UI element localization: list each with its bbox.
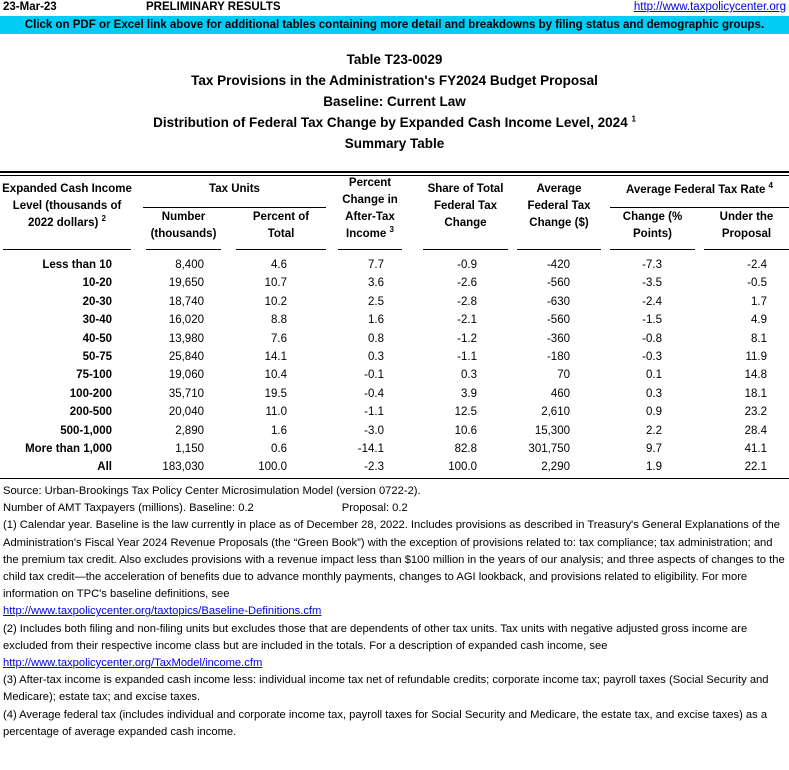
cell-income-level: 30-40: [82, 314, 112, 327]
cell-pct-total: 4.6: [271, 259, 287, 271]
underline: [517, 249, 601, 250]
cell-avg-change: -420: [546, 259, 570, 271]
col-group-avg-rate-text: Average Federal Tax Rate: [626, 184, 766, 196]
col-rate-change: [610, 209, 695, 243]
col-avg-l2: Federal Tax: [527, 200, 591, 212]
cell-rate-under: 28.4: [744, 424, 767, 437]
amt-note: [3, 500, 787, 517]
cell-avg-change: -180: [546, 350, 570, 363]
cell-income-level: 200-500: [69, 406, 112, 419]
distribution-title-text: Distribution of Federal Tax Change by Expanded Cash Income Level, 2024: [153, 115, 628, 130]
table-row: [0, 406, 789, 424]
col-share-l1: Share of Total: [427, 183, 504, 195]
cell-pct-change: 0.3: [368, 350, 384, 363]
cell-income-level: Less than 10: [42, 259, 112, 271]
cell-rate-change: 9.7: [646, 442, 662, 455]
cell-avg-change: 15,300: [534, 424, 570, 437]
table-row: [0, 333, 789, 351]
underline: [143, 207, 326, 208]
cell-avg-change: 2,610: [541, 406, 570, 419]
col-rate-under-l2: Proposal: [721, 228, 772, 240]
cell-pct-change: 3.6: [368, 277, 384, 290]
cell-share: -2.6: [457, 277, 477, 290]
report-date: 23-Mar-23: [3, 1, 57, 13]
amt-baseline: Number of AMT Taxpayers (millions). Baseline: 0.2: [3, 502, 254, 515]
col-group-avg-rate: [610, 182, 789, 199]
cell-share: -0.9: [457, 259, 477, 271]
footnote-ref: 3: [389, 225, 394, 235]
col-avg-l3: Change ($): [529, 217, 589, 229]
distribution-title: [0, 112, 789, 133]
cell-share: 10.6: [454, 424, 477, 437]
cell-income-level: 10-20: [82, 277, 112, 290]
cell-pct-change: 7.7: [368, 259, 384, 271]
cell-income-level: 75-100: [76, 369, 112, 382]
table-row: [0, 314, 789, 332]
cell-share: -2.8: [457, 295, 477, 308]
col-share-total: [423, 181, 508, 232]
col-percent-total: [236, 209, 326, 243]
cell-rate-change: -3.5: [642, 277, 662, 290]
status-label: PRELIMINARY RESULTS: [146, 1, 281, 13]
cell-rate-change: -1.5: [642, 314, 662, 327]
cell-avg-change: 2,290: [541, 461, 570, 474]
table-row: [0, 259, 789, 277]
cell-pct-change: -0.1: [364, 369, 384, 382]
cell-avg-change: -360: [546, 332, 570, 345]
cell-pct-total: 8.8: [271, 314, 287, 327]
col-number-l2: (thousands): [150, 228, 217, 240]
cell-share: -1.2: [457, 332, 477, 345]
col-rate-change-l2: Points): [633, 228, 672, 240]
cell-avg-change: 70: [557, 369, 570, 382]
cell-rate-change: -2.4: [642, 295, 662, 308]
cell-pct-change: -0.4: [364, 387, 384, 400]
cell-rate-under: 41.1: [744, 442, 767, 455]
col-pct-change-l1: Percent: [348, 177, 392, 189]
cell-rate-under: 8.1: [751, 332, 767, 345]
underline: [610, 207, 789, 208]
table-row: [0, 443, 789, 461]
cell-income-level: 500-1,000: [60, 424, 112, 437]
cell-number: 35,710: [168, 387, 204, 400]
cell-number: 25,840: [168, 350, 204, 363]
col-group-tax-units: Tax Units: [209, 183, 260, 195]
cell-rate-change: -0.8: [642, 332, 662, 345]
cell-rate-under: 23.2: [744, 406, 767, 419]
cell-number: 13,980: [168, 332, 204, 345]
col-pct-change-l2: Change in: [342, 194, 398, 206]
cell-income-level: 40-50: [82, 332, 112, 345]
baseline-definitions-link[interactable]: http://www.taxpolicycenter.org/taxtopics/Baseline-Definitions.cfm: [3, 605, 322, 618]
footnote-2: (2) Includes both filing and non-filing units but excludes those that are dependents of other tax units. Tax units with negative adjusted gross income are excluded from their respective income class but are included in the totals. For a description of expanded cash income, see: [3, 622, 748, 652]
cell-rate-under: 1.7: [751, 295, 767, 308]
cell-avg-change: 460: [550, 387, 570, 400]
cell-rate-under: 22.1: [744, 461, 767, 474]
col-avg-l1: Average: [536, 183, 582, 195]
summary-title: Summary Table: [344, 136, 445, 151]
cell-number: 19,650: [168, 277, 204, 290]
cell-share: 100.0: [448, 461, 477, 474]
col-pct-change-l4: [338, 226, 402, 243]
table-row: [0, 296, 789, 314]
cell-rate-under: -0.5: [747, 277, 767, 290]
table-id: Table T23-0029: [346, 52, 443, 67]
cell-rate-change: 0.1: [646, 369, 662, 382]
cell-pct-total: 19.5: [264, 387, 287, 400]
cell-number: 2,890: [175, 424, 204, 437]
table-title: Tax Provisions in the Administration's FY2024 Budget Proposal: [191, 73, 598, 88]
cell-income-level: All: [97, 461, 112, 474]
cell-pct-total: 10.2: [264, 295, 287, 308]
underline: [236, 249, 326, 250]
table-row: [0, 369, 789, 387]
footnote-ref: 4: [768, 181, 773, 191]
cell-rate-change: 2.2: [646, 424, 662, 437]
cell-pct-total: 100.0: [258, 461, 287, 474]
info-banner: Click on PDF or Excel link above for additional tables containing more detail and breakdowns by filing status and demographic groups.: [0, 16, 789, 34]
cell-rate-under: 11.9: [745, 350, 767, 363]
footnotes: [3, 483, 787, 741]
footnote-ref: 2: [101, 214, 106, 224]
cell-avg-change: -560: [546, 314, 570, 327]
table-row: [0, 388, 789, 406]
cell-rate-change: 0.3: [646, 387, 662, 400]
cell-number: 1,150: [175, 442, 204, 455]
cell-number: 19,060: [168, 369, 204, 382]
cell-avg-change: -630: [546, 295, 570, 308]
cell-share: 3.9: [461, 387, 477, 400]
cell-pct-change: 2.5: [368, 295, 384, 308]
cell-pct-total: 14.1: [264, 350, 287, 363]
underline: [338, 249, 402, 250]
cell-avg-change: -560: [546, 277, 570, 290]
col-income-level: [0, 181, 134, 232]
col-rate-change-l1: Change (%: [622, 211, 683, 223]
col-pct-total-l2: Total: [267, 228, 295, 240]
table-row: [0, 277, 789, 295]
col-share-l2: Federal Tax: [433, 200, 498, 212]
cell-pct-total: 10.4: [264, 369, 287, 382]
cell-income-level: 100-200: [69, 387, 112, 400]
cell-pct-change: 1.6: [368, 314, 384, 327]
source-note: Source: Urban-Brookings Tax Policy Center Microsimulation Model (version 0722-2).: [3, 485, 421, 497]
top-bar: [0, 0, 789, 16]
income-definition-link[interactable]: http://www.taxpolicycenter.org/TaxModel/income.cfm: [3, 657, 263, 670]
cell-share: 12.5: [454, 406, 477, 419]
col-income-l2: Level (thousands of: [12, 200, 122, 212]
col-rate-under-proposal: [704, 209, 789, 243]
footnote-4: (4) Average federal tax (includes individual and corporate income tax, payroll taxes for Social Security and Medicare, the estate tax, and excise taxes) as a percentage of average expanded cash income.: [3, 708, 768, 738]
underline: [423, 249, 508, 250]
cell-number: 20,040: [168, 406, 204, 419]
cell-pct-change: -14.1: [357, 442, 384, 455]
cell-pct-total: 0.6: [271, 442, 287, 455]
table-body: [0, 259, 789, 480]
col-avg-tax-change: [517, 181, 601, 232]
site-link[interactable]: http://www.taxpolicycenter.org: [633, 1, 786, 13]
cell-number: 8,400: [175, 259, 204, 271]
col-pct-change-after-tax: [338, 175, 402, 243]
cell-income-level: 50-75: [82, 350, 112, 363]
col-rate-under-l1: Under the: [719, 211, 774, 223]
cell-number: 16,020: [168, 314, 204, 327]
table-row: [0, 351, 789, 369]
cell-pct-total: 1.6: [271, 424, 287, 437]
cell-pct-change: -3.0: [364, 424, 384, 437]
col-number-l1: Number: [161, 211, 206, 223]
cell-income-level: More than 1,000: [25, 442, 112, 455]
col-pct-change-l3: After-Tax: [345, 211, 395, 223]
cell-share: -1.1: [457, 350, 477, 363]
cell-avg-change: 301,750: [528, 442, 570, 455]
col-number: [146, 209, 221, 243]
underline: [610, 249, 695, 250]
cell-rate-under: -2.4: [747, 259, 767, 271]
table-row: [0, 425, 789, 443]
cell-pct-change: 0.8: [368, 332, 384, 345]
col-income-l3-text: 2022 dollars): [28, 217, 99, 229]
cell-rate-change: 1.9: [646, 461, 662, 474]
footnote-ref: 1: [631, 114, 636, 124]
cell-income-level: 20-30: [82, 295, 112, 308]
cell-rate-change: -7.3: [642, 259, 662, 271]
baseline-title: Baseline: Current Law: [323, 94, 466, 109]
notes-top-rule: [0, 478, 789, 479]
cell-rate-change: -0.3: [642, 350, 662, 363]
cell-number: 18,740: [168, 295, 204, 308]
cell-share: 0.3: [461, 369, 477, 382]
col-pct-change-l4-text: Income: [346, 228, 387, 240]
underline: [3, 249, 131, 250]
cell-rate-under: 14.8: [744, 369, 767, 382]
cell-pct-change: -1.1: [364, 406, 384, 419]
table-row-total: [0, 461, 789, 479]
col-pct-total-l1: Percent of: [252, 211, 310, 223]
footnote-1: (1) Calendar year. Baseline is the law currently in place as of December 28, 2022. Includes provisions as described in Treasury's General Explanations of the Administration's Fiscal Year 2024 Revenue Proposals (the “Green Book”) with the exception of provisions related to: tax compliance; tax administration; and the premium tax credit. Also excludes provisions with a revenue impact less than $100 million in the years of our analysis; and three aspects of changes to the child tax credit—the acceleration of benefits due to advance monthly payments, changes to AGI lookback, and provisions related to eligibility. For more information on TPC's baseline definitions, see: [3, 519, 785, 601]
cell-pct-change: -2.3: [364, 461, 384, 474]
cell-rate-under: 18.1: [744, 387, 767, 400]
footnote-3: (3) After-tax income is expanded cash income less: individual income tax net of refundable credits; corporate income tax; payroll taxes (Social Security and Medicare); estate tax; and excise taxes.: [3, 674, 769, 704]
amt-proposal: Proposal: 0.2: [341, 502, 408, 515]
col-income-l3: [0, 215, 134, 232]
col-income-l1: Expanded Cash Income: [2, 183, 132, 195]
cell-rate-under: 4.9: [751, 314, 767, 327]
underline: [704, 249, 789, 250]
cell-pct-total: 10.7: [264, 277, 287, 290]
col-share-l3: Change: [444, 217, 487, 229]
table-titles: [0, 49, 789, 154]
underline: [146, 249, 221, 250]
cell-number: 183,030: [162, 461, 204, 474]
cell-share: 82.8: [454, 442, 477, 455]
cell-pct-total: 7.6: [271, 332, 287, 345]
cell-share: -2.1: [457, 314, 477, 327]
cell-pct-total: 11.0: [265, 406, 287, 419]
cell-rate-change: 0.9: [646, 406, 662, 419]
